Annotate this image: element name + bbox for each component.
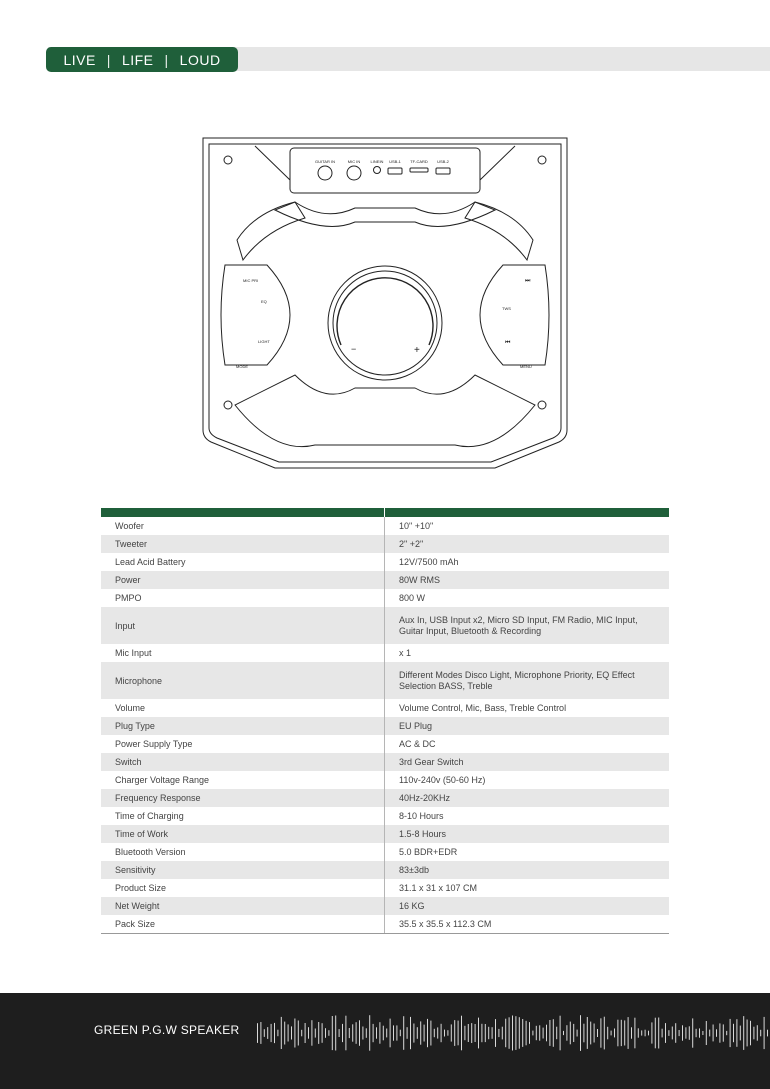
wave-bar: [655, 1018, 656, 1049]
wave-bar: [410, 1017, 411, 1049]
wave-bar: [743, 1016, 744, 1050]
brand-tagline: [46, 47, 238, 72]
speaker-top-panel-drawing: [195, 130, 575, 475]
wave-bar: [512, 1016, 513, 1051]
wave-bar: [430, 1021, 431, 1046]
table-row: [101, 771, 669, 789]
wave-bar: [437, 1027, 438, 1038]
table-row: [101, 553, 669, 571]
table-row: [101, 861, 669, 879]
button-label-light: LIGHT: [258, 339, 270, 344]
spec-label: Time of Charging: [101, 807, 385, 825]
right-upper-grip: [465, 202, 533, 260]
port-label-linein: LINEIN: [370, 159, 384, 164]
button-label-eq: EQ: [261, 299, 267, 304]
table-row: [101, 735, 669, 753]
footer: [0, 993, 770, 1089]
wave-bar: [325, 1028, 326, 1038]
spec-value: 80W RMS: [399, 574, 441, 585]
wave-bar: [726, 1031, 727, 1035]
spec-label: Frequency Response: [101, 789, 385, 807]
spec-label: Bluetooth Version: [101, 843, 385, 861]
wave-bar: [760, 1030, 761, 1037]
wave-bar: [264, 1029, 265, 1037]
sound-wave-decoration: [255, 1013, 770, 1053]
wave-bar: [434, 1029, 435, 1037]
spec-value: 8-10 Hours: [399, 810, 444, 821]
wave-bar: [407, 1027, 408, 1039]
spec-value: 3rd Gear Switch: [399, 756, 464, 767]
spec-label: Net Weight: [101, 897, 385, 915]
wave-bar: [631, 1027, 632, 1038]
table-row: [101, 825, 669, 843]
wave-bar: [702, 1031, 703, 1035]
screw-icon: [224, 156, 232, 164]
spec-value: 16 KG: [399, 900, 425, 911]
spec-label: Product Size: [101, 879, 385, 897]
table-row: [101, 589, 669, 607]
wave-bar: [274, 1023, 275, 1043]
wave-bar: [454, 1020, 455, 1046]
wave-bar: [495, 1019, 496, 1047]
wave-bar: [662, 1029, 663, 1038]
spec-table-bottom-rule: [101, 933, 669, 934]
wave-bar: [308, 1027, 309, 1039]
wave-bar: [383, 1026, 384, 1041]
wave-bar: [356, 1022, 357, 1044]
wave-bar: [556, 1027, 557, 1040]
wave-bar: [471, 1023, 472, 1043]
spec-label: Charger Voltage Range: [101, 771, 385, 789]
spec-label: Tweeter: [101, 535, 385, 553]
wave-bar: [342, 1024, 343, 1042]
wave-bar: [716, 1029, 717, 1037]
wave-bar: [658, 1018, 659, 1049]
spec-label: Mic Input: [101, 644, 385, 662]
volume-knob-outer: [328, 266, 442, 380]
wave-bar: [767, 1030, 768, 1037]
wave-bar: [583, 1024, 584, 1043]
wave-bar: [638, 1028, 639, 1037]
wave-bar: [447, 1030, 448, 1036]
wave-bar: [451, 1024, 452, 1041]
wave-bar: [566, 1025, 567, 1041]
table-row: [101, 843, 669, 861]
wave-bar: [386, 1029, 387, 1038]
wave-bar: [617, 1020, 618, 1047]
spec-value: 2" +2": [399, 538, 424, 549]
wave-bar: [522, 1019, 523, 1047]
wave-bar: [628, 1017, 629, 1049]
spec-value: 800 W: [399, 592, 426, 603]
wave-bar: [271, 1024, 272, 1042]
spec-label: PMPO: [101, 589, 385, 607]
wave-bar: [645, 1030, 646, 1037]
wave-bar: [298, 1021, 299, 1046]
wave-bar: [373, 1024, 374, 1042]
wave-bar: [505, 1019, 506, 1047]
wave-bar: [543, 1028, 544, 1039]
wave-bar: [390, 1019, 391, 1048]
wave-bar: [291, 1026, 292, 1039]
spec-label: Plug Type: [101, 717, 385, 735]
wave-bar: [570, 1022, 571, 1045]
wave-bar: [519, 1017, 520, 1048]
wave-bar: [549, 1020, 550, 1046]
spec-table-header: [101, 508, 669, 517]
spec-label: Woofer: [101, 517, 385, 535]
wave-bar: [685, 1027, 686, 1038]
wave-bar: [485, 1024, 486, 1042]
wave-bar: [301, 1030, 302, 1037]
button-label-mode: MODE: [236, 364, 248, 369]
footer-product-title: GREEN P.G.W SPEAKER: [94, 1023, 240, 1037]
wave-bar: [478, 1018, 479, 1049]
table-row: [101, 535, 669, 553]
wave-bar: [393, 1025, 394, 1040]
button-label-micpri: MIC PRI: [243, 278, 259, 283]
wave-bar: [696, 1029, 697, 1037]
wave-bar: [328, 1030, 329, 1036]
table-row: [101, 915, 669, 933]
usb-port-icon: [436, 168, 450, 174]
wave-bar: [723, 1024, 724, 1041]
wave-bar: [590, 1022, 591, 1045]
table-row: [101, 644, 669, 662]
wave-bar: [614, 1029, 615, 1038]
spec-value: x 1: [399, 647, 412, 658]
wave-bar: [651, 1022, 652, 1043]
wave-bar: [400, 1030, 401, 1037]
wave-bar: [311, 1020, 312, 1045]
wave-bar: [349, 1028, 350, 1038]
wave-bar: [536, 1026, 537, 1040]
wave-bar: [529, 1022, 530, 1044]
port-label-mic: MIC IN: [347, 159, 361, 164]
port-label-usb1: USB-1: [389, 159, 401, 164]
table-row: [101, 789, 669, 807]
wave-bar: [509, 1017, 510, 1049]
wave-bar: [730, 1019, 731, 1047]
wave-bar: [359, 1020, 360, 1046]
wave-bar: [284, 1022, 285, 1045]
wave-bar: [648, 1031, 649, 1036]
wave-bar: [492, 1027, 493, 1039]
wave-bar: [526, 1021, 527, 1046]
wave-bar: [587, 1017, 588, 1049]
spec-label: Volume: [101, 699, 385, 717]
panel-outline: [203, 138, 567, 468]
spec-label: Input: [101, 607, 385, 644]
wave-bar: [709, 1030, 710, 1037]
wave-bar: [747, 1020, 748, 1047]
spec-table: [101, 508, 669, 934]
screw-icon: [224, 401, 232, 409]
usb-port-icon: [388, 168, 402, 174]
wave-bar: [468, 1024, 469, 1042]
wave-bar: [580, 1015, 581, 1051]
left-upper-grip: [237, 202, 305, 260]
prev-track-icon: ⏮: [505, 340, 511, 346]
wave-bar: [665, 1023, 666, 1043]
brand-word-loud: LOUD: [179, 51, 221, 68]
wave-bar: [281, 1017, 282, 1049]
tf-slot-icon: [410, 168, 428, 172]
wave-bar: [369, 1015, 370, 1050]
wave-bar: [706, 1021, 707, 1045]
port-label-guitar: GUITAR IN: [315, 159, 335, 164]
wave-bar: [488, 1027, 489, 1039]
spec-value: Volume Control, Mic, Bass, Treble Control: [399, 702, 567, 713]
wave-bar: [417, 1027, 418, 1039]
wave-bar: [257, 1023, 258, 1043]
spec-label: Switch: [101, 753, 385, 771]
wave-bar: [692, 1018, 693, 1047]
spec-value: 110v-240v (50-60 Hz): [399, 774, 486, 785]
wave-bar: [675, 1023, 676, 1043]
volume-knob-ring: [333, 271, 437, 375]
wave-bar: [713, 1025, 714, 1042]
screw-icon: [538, 156, 546, 164]
wave-bar: [597, 1029, 598, 1037]
wave-bar: [539, 1025, 540, 1040]
wave-bar: [546, 1025, 547, 1042]
brand-separator: |: [164, 51, 169, 68]
wave-bar: [424, 1025, 425, 1042]
spec-label: Microphone: [101, 662, 385, 699]
spec-value: 5.0 BDR+EDR: [399, 846, 458, 857]
wave-bar: [502, 1027, 503, 1040]
linein-jack-icon: [374, 167, 381, 174]
table-row: [101, 753, 669, 771]
button-label-tws: TWS: [502, 306, 511, 311]
spec-value: EU Plug: [399, 720, 433, 731]
knob-minus-label: −: [351, 344, 357, 354]
wave-bar: [294, 1019, 295, 1048]
spec-label: Time of Work: [101, 825, 385, 843]
wave-bar: [641, 1030, 642, 1035]
table-row: [101, 897, 669, 915]
wave-bar: [736, 1019, 737, 1047]
wave-bar: [560, 1016, 561, 1051]
table-row: [101, 517, 669, 535]
wave-bar: [611, 1031, 612, 1036]
knob-plus-label: +: [414, 345, 420, 356]
wave-bar: [515, 1016, 516, 1050]
wave-bar: [689, 1026, 690, 1040]
spec-value: 35.5 x 35.5 x 112.3 CM: [399, 918, 492, 929]
port-label-usb2: USB-2: [437, 159, 449, 164]
guitar-jack-icon: [318, 166, 332, 180]
next-track-icon: ⏭: [525, 278, 531, 284]
wave-bar: [345, 1016, 346, 1051]
wave-bar: [403, 1016, 404, 1050]
wave-bar: [420, 1021, 421, 1044]
table-row: [101, 699, 669, 717]
table-row: [101, 717, 669, 735]
wave-bar: [621, 1020, 622, 1046]
spec-value: 1.5-8 Hours: [399, 828, 447, 839]
wave-bar: [682, 1025, 683, 1040]
wave-bar: [475, 1024, 476, 1042]
wave-bar: [577, 1030, 578, 1037]
wave-bar: [413, 1024, 414, 1043]
wave-bar: [427, 1019, 428, 1047]
wave-bar: [305, 1023, 306, 1043]
table-row: [101, 807, 669, 825]
brand-word-life: LIFE: [121, 51, 154, 68]
wave-bar: [532, 1031, 533, 1036]
wave-bar: [441, 1024, 442, 1042]
wave-bar: [699, 1028, 700, 1037]
spec-label: Pack Size: [101, 915, 385, 933]
spec-value: 12V/7500 mAh: [399, 556, 459, 567]
wave-bar: [444, 1030, 445, 1037]
wave-bar: [573, 1024, 574, 1042]
top-handle-grip: [275, 202, 495, 226]
panel-bevel-lines: [255, 146, 515, 180]
spec-value: 40Hz-20KHz: [399, 792, 451, 803]
wave-bar: [339, 1029, 340, 1037]
spec-label: Lead Acid Battery: [101, 553, 385, 571]
wave-bar: [461, 1016, 462, 1051]
wave-bar: [757, 1025, 758, 1041]
wave-bar: [464, 1026, 465, 1040]
wave-bar: [260, 1022, 261, 1044]
wave-bar: [594, 1024, 595, 1043]
spec-value: Different Modes Disco Light, Microphone Priority, EQ Effect Selection BASS, Treble: [399, 669, 635, 691]
wave-bar: [396, 1025, 397, 1040]
right-control-cluster: [480, 265, 549, 365]
mic-jack-icon: [347, 166, 361, 180]
wave-bar: [315, 1029, 316, 1038]
wave-bar: [498, 1029, 499, 1037]
port-label-tfcard: TF-CARD: [410, 159, 428, 164]
volume-arc: [337, 278, 433, 345]
wave-bar: [750, 1021, 751, 1046]
spec-value: AC & DC: [399, 738, 436, 749]
spec-value: 10" +10": [399, 520, 434, 531]
table-row: [101, 879, 669, 897]
wave-bar: [322, 1023, 323, 1043]
wave-bar: [607, 1027, 608, 1040]
wave-bar: [318, 1022, 319, 1044]
wave-bar: [288, 1024, 289, 1041]
table-row: [101, 607, 669, 644]
wave-bar: [672, 1027, 673, 1040]
wave-bar: [379, 1022, 380, 1043]
wave-bar: [362, 1027, 363, 1040]
wave-bar: [604, 1017, 605, 1050]
table-row: [101, 571, 669, 589]
screw-icon: [538, 401, 546, 409]
wave-bar: [740, 1026, 741, 1041]
wave-bar: [753, 1027, 754, 1040]
button-label-menu: MENU: [520, 364, 532, 369]
wave-bar: [458, 1021, 459, 1046]
table-row: [101, 662, 669, 699]
wave-bar: [668, 1030, 669, 1036]
bottom-handle-grip: [235, 375, 535, 447]
wave-bar: [366, 1028, 367, 1038]
spec-value: 83±3db: [399, 864, 429, 875]
wave-bar: [335, 1016, 336, 1051]
spec-label: Power: [101, 571, 385, 589]
brand-word-live: LIVE: [63, 51, 96, 68]
spec-value: Aux In, USB Input x2, Micro SD Input, FM Radio, MIC Input, Guitar Input, Bluetooth & Recording: [399, 614, 638, 636]
wave-bar: [600, 1018, 601, 1047]
spec-label: Sensitivity: [101, 861, 385, 879]
spec-value: 31.1 x 31 x 107 CM: [399, 882, 478, 893]
wave-bar: [764, 1017, 765, 1049]
brand-separator: |: [106, 51, 111, 68]
wave-bar: [277, 1030, 278, 1037]
wave-bar: [634, 1018, 635, 1049]
wave-bar: [553, 1019, 554, 1047]
spec-label: Power Supply Type: [101, 735, 385, 753]
wave-bar: [719, 1023, 720, 1042]
wave-bar: [481, 1024, 482, 1042]
wave-bar: [267, 1027, 268, 1039]
wave-bar: [679, 1030, 680, 1036]
wave-bar: [332, 1016, 333, 1050]
wave-bar: [563, 1031, 564, 1035]
wave-bar: [624, 1020, 625, 1045]
wave-bar: [376, 1027, 377, 1038]
wave-bar: [733, 1024, 734, 1042]
wave-bar: [352, 1024, 353, 1041]
